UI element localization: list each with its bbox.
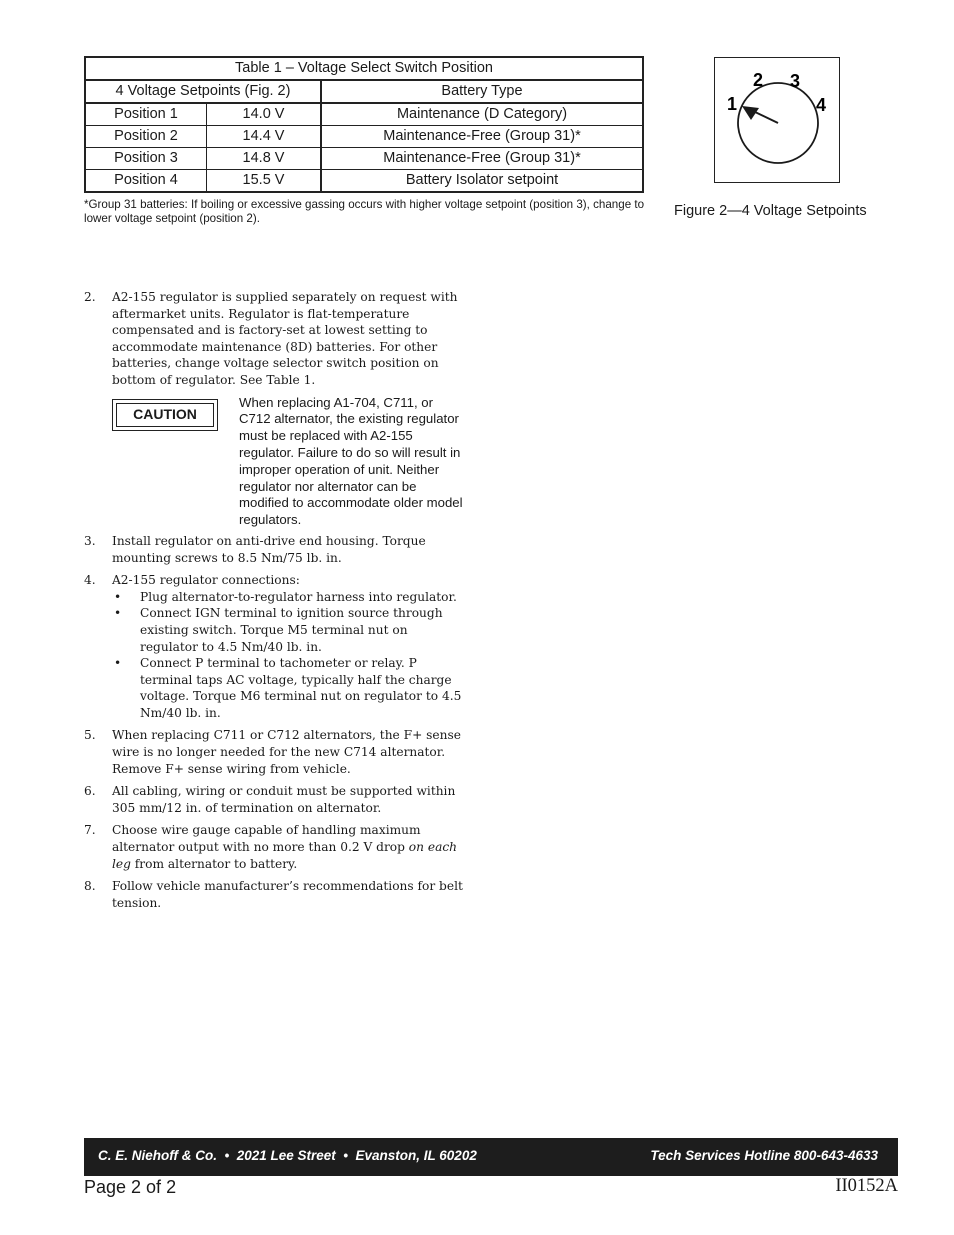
table-cell-voltage: 14.8 V bbox=[207, 148, 322, 170]
voltage-select-table bbox=[84, 56, 644, 193]
list-item bbox=[84, 533, 469, 566]
table-cell-position: Position 4 bbox=[85, 170, 207, 193]
step-text: A2-155 regulator is supplied separately on request with aftermarket units. Regulator is flat-temperature compensated and is factory-set at lowest setting to accommodate maintenance (8D) batteries. For other batteries, change voltage selector switch position on bottom of regulator. See Table 1. bbox=[112, 290, 458, 387]
table-cell-position: Position 1 bbox=[85, 103, 207, 126]
dial-pointer-line bbox=[753, 111, 778, 123]
figure-caption: Figure 2—4 Voltage Setpoints bbox=[674, 203, 867, 219]
table-row bbox=[85, 126, 643, 148]
dial-label-3: 3 bbox=[790, 71, 801, 91]
bullet-icon: • bbox=[114, 606, 122, 621]
voltage-setpoint-figure bbox=[714, 57, 840, 183]
table-cell-voltage: 15.5 V bbox=[207, 170, 322, 193]
step-text-end: from alternator to battery. bbox=[130, 856, 298, 871]
table-cell-voltage: 14.0 V bbox=[207, 103, 322, 126]
step-text: Install regulator on anti-drive end housing. Torque mounting screws to 8.5 Nm/75 lb. in. bbox=[112, 533, 426, 565]
table-cell-battery: Battery Isolator setpoint bbox=[321, 170, 643, 193]
bullet-text: Plug alternator-to-regulator harness into regulator. bbox=[140, 589, 457, 604]
table-row bbox=[85, 148, 643, 170]
step-number: 7. bbox=[84, 823, 96, 838]
step-number: 8. bbox=[84, 879, 96, 894]
bullet-item bbox=[112, 655, 469, 721]
step-text: All cabling, wiring or conduit must be supported within 305 mm/12 in. of termination on alternator. bbox=[112, 784, 456, 815]
step-number: 6. bbox=[84, 784, 96, 799]
list-item bbox=[84, 289, 469, 389]
table-cell-position: Position 3 bbox=[85, 148, 207, 170]
voltage-select-table-section bbox=[84, 56, 644, 226]
step-text-emphasis: on each leg bbox=[112, 840, 458, 871]
bullet-icon: • bbox=[114, 589, 122, 604]
step-text bbox=[112, 823, 457, 870]
page-number: Page 2 of 2 bbox=[84, 1177, 177, 1197]
table-cell-voltage: 14.4 V bbox=[207, 126, 322, 148]
document-id: II0152A bbox=[835, 1176, 898, 1196]
table-cell-battery: Maintenance-Free (Group 31)* bbox=[321, 126, 643, 148]
dial-label-2: 2 bbox=[753, 70, 764, 90]
table-header-setpoints: 4 Voltage Setpoints (Fig. 2) bbox=[85, 80, 321, 103]
table-header-battery-type: Battery Type bbox=[321, 80, 643, 103]
caution-badge bbox=[112, 399, 218, 431]
voltage-dial-diagram bbox=[715, 58, 838, 181]
table-title: Table 1 – Voltage Select Switch Position bbox=[85, 57, 643, 80]
step-number: 4. bbox=[84, 573, 96, 588]
table-cell-battery: Maintenance (D Category) bbox=[321, 103, 643, 126]
list-item bbox=[84, 727, 469, 777]
table-footnote: *Group 31 batteries: If boiling or excessive gassing occurs with higher voltage setpoint (position 3), change to lower voltage setpoint (position 2). bbox=[84, 198, 645, 225]
caution-label: CAUTION bbox=[116, 403, 214, 427]
bullet-icon: • bbox=[114, 656, 122, 671]
list-item bbox=[84, 783, 469, 816]
step-number: 2. bbox=[84, 290, 96, 304]
step-text: When replacing C711 or C712 alternators, the F+ sense wire is no longer needed for the new C714 alternator. Remove F+ sense wiring from vehicle. bbox=[112, 728, 461, 776]
caution-notice bbox=[112, 395, 469, 529]
footer-bar bbox=[84, 1138, 898, 1176]
bullet-item bbox=[112, 589, 469, 606]
step-text: A2-155 regulator connections: bbox=[112, 573, 300, 588]
list-item bbox=[84, 572, 469, 721]
bullet-text: Connect P terminal to tachometer or relay. P terminal taps AC voltage, typically half the charge voltage. Torque M6 terminal nut on regulator to 4.5 Nm/40 lb. in. bbox=[140, 656, 462, 720]
table-cell-position: Position 2 bbox=[85, 126, 207, 148]
step-number: 5. bbox=[84, 728, 96, 743]
instruction-steps bbox=[84, 289, 469, 917]
company-address: C. E. Niehoff & Co. • 2021 Lee Street • Evanston, IL 60202 bbox=[98, 1148, 477, 1163]
list-item bbox=[84, 878, 469, 911]
dial-label-4: 4 bbox=[816, 95, 827, 115]
tech-hotline: Tech Services Hotline 800-643-4633 bbox=[650, 1148, 878, 1163]
dial-label-1: 1 bbox=[727, 94, 738, 114]
step-text: Follow vehicle manufacturer’s recommendations for belt tension. bbox=[112, 879, 463, 910]
table-cell-battery: Maintenance-Free (Group 31)* bbox=[321, 148, 643, 170]
caution-text: When replacing A1-704, C711, or C712 alternator, the existing regulator must be replaced with A2-155 regulator. Failure to do so will result in improper operation of unit. Neither regulator nor alternator can be modified to accommodate older model regulators. bbox=[239, 394, 463, 528]
step-text-start: Choose wire gauge capable of handling maximum alternator output with no more than 0.2 V drop bbox=[112, 823, 421, 855]
list-item bbox=[84, 822, 469, 872]
table-row bbox=[85, 170, 643, 193]
bullet-item bbox=[112, 605, 469, 655]
table-row bbox=[85, 103, 643, 126]
bullet-text: Connect IGN terminal to ignition source through existing switch. Torque M5 terminal nut on regulator to 4.5 Nm/40 lb. in. bbox=[140, 606, 443, 654]
step-number: 3. bbox=[84, 533, 96, 548]
